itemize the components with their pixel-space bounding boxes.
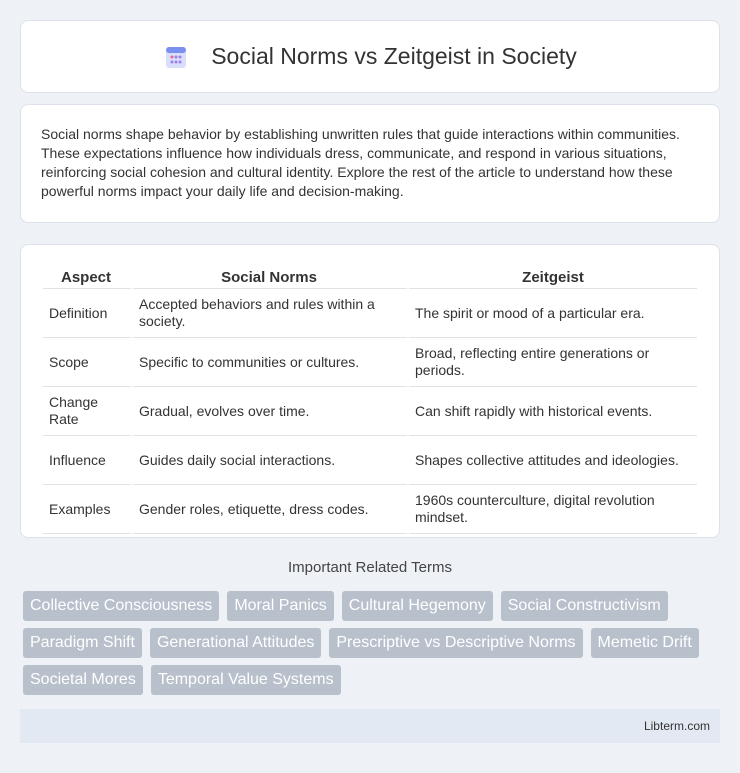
footer-site-link[interactable]: Libterm.com xyxy=(643,719,710,733)
table-row xyxy=(43,436,697,485)
tag-social-constructivism[interactable]: Social Constructivism xyxy=(501,591,668,621)
header-aspect: Aspect xyxy=(43,265,133,289)
related-terms-title: Important Related Terms xyxy=(288,559,452,576)
table-cell: The spirit or mood of a particular era. xyxy=(409,289,697,338)
tag-temporal-value-systems[interactable]: Temporal Value Systems xyxy=(151,665,341,695)
tag-paradigm-shift[interactable]: Paradigm Shift xyxy=(23,628,142,658)
table-cell: Shapes collective attitudes and ideologies. xyxy=(409,436,697,485)
tag-cultural-hegemony[interactable]: Cultural Hegemony xyxy=(342,591,493,621)
page-title: Social Norms vs Zeitgeist in Society xyxy=(211,43,577,69)
comparison-table xyxy=(43,265,697,534)
header-zeitgeist: Zeitgeist xyxy=(409,265,697,289)
table-header-row xyxy=(43,265,697,289)
footer xyxy=(20,709,720,743)
table-cell: Can shift rapidly with historical events. xyxy=(409,387,697,436)
table-cell: Specific to communities or cultures. xyxy=(133,338,409,387)
document-icon xyxy=(163,44,189,70)
header-social-norms: Social Norms xyxy=(133,265,409,289)
table-row xyxy=(43,338,697,387)
table-cell: Guides daily social interactions. xyxy=(133,436,409,485)
tag-societal-mores[interactable]: Societal Mores xyxy=(23,665,143,695)
comparison-table-card xyxy=(20,244,720,538)
table-cell: Definition xyxy=(43,289,133,338)
table-cell: Gender roles, etiquette, dress codes. xyxy=(133,485,409,534)
tag-prescriptive-vs-descriptive-norms[interactable]: Prescriptive vs Descriptive Norms xyxy=(329,628,582,658)
table-cell: Broad, reflecting entire generations or periods. xyxy=(409,338,697,387)
header-card xyxy=(20,20,720,93)
tag-moral-panics[interactable]: Moral Panics xyxy=(227,591,333,621)
table-cell: Accepted behaviors and rules within a society. xyxy=(133,289,409,338)
tag-collective-consciousness[interactable]: Collective Consciousness xyxy=(23,591,219,621)
intro-card xyxy=(20,104,720,223)
table-row xyxy=(43,485,697,534)
table-cell: Influence xyxy=(43,436,133,485)
tag-memetic-drift[interactable]: Memetic Drift xyxy=(591,628,699,658)
table-cell: Scope xyxy=(43,338,133,387)
tag-generational-attitudes[interactable]: Generational Attitudes xyxy=(150,628,321,658)
table-cell: Examples xyxy=(43,485,133,534)
table-cell: Gradual, evolves over time. xyxy=(133,387,409,436)
table-row xyxy=(43,387,697,436)
table-cell: 1960s counterculture, digital revolution mindset. xyxy=(409,485,697,534)
intro-text: Social norms shape behavior by establishing unwritten rules that guide interactions within communities. These expectations influence how individuals dress, communicate, and respond in various situations, reinforcing social cohesion and cultural identity. Explore the rest of the article to understand how these powerful norms impact your daily life and decision-making. xyxy=(41,126,680,199)
related-terms-tags xyxy=(23,591,723,695)
table-cell: Change Rate xyxy=(43,387,133,436)
table-row xyxy=(43,289,697,338)
